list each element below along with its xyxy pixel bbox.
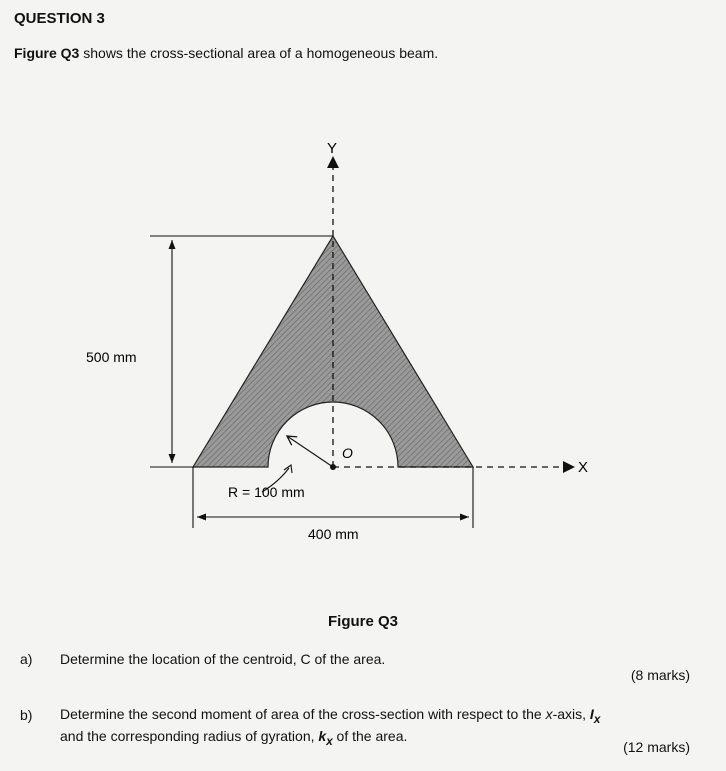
- origin-label: O: [342, 445, 353, 461]
- part-b-text-2: -axis,: [552, 706, 590, 722]
- kx-symbol: k: [318, 727, 327, 744]
- ix-subscript: x: [593, 712, 601, 726]
- ix-symbol: I: [589, 706, 594, 722]
- radius-label: R = 100 mm: [228, 484, 305, 500]
- part-b-x-italic: x: [545, 706, 553, 722]
- kx-subscript: x: [326, 734, 333, 748]
- figure-caption: Figure Q3: [327, 613, 398, 630]
- part-b-text-4: of the area.: [332, 727, 408, 744]
- part-a-letter: a): [20, 651, 33, 667]
- figure-reference: Figure Q3: [14, 45, 80, 61]
- question-heading: QUESTION 3: [14, 10, 105, 27]
- y-axis-arrowhead: [327, 156, 339, 168]
- height-dimension-label: 500 mm: [86, 349, 137, 365]
- x-axis-arrowhead: [563, 461, 575, 473]
- part-a-marks: (8 marks): [630, 667, 690, 683]
- part-b-text-3: and the corresponding radius of gyration,: [60, 727, 319, 744]
- part-b-text-1: Determine the second moment of area of the cross-section with respect to the: [60, 706, 546, 722]
- part-b-marks: (12 marks): [623, 739, 690, 755]
- y-axis-label: Y: [327, 140, 338, 157]
- part-a-text: Determine the location of the centroid, C of the area.: [60, 651, 386, 667]
- base-dimension-label: 400 mm: [308, 526, 359, 542]
- intro-text: shows the cross-sectional area of a homogeneous beam.: [79, 45, 439, 61]
- part-b-text: [60, 706, 700, 750]
- radius-line: [287, 436, 333, 467]
- x-axis-label: X: [578, 459, 589, 476]
- part-b-letter: b): [20, 707, 33, 723]
